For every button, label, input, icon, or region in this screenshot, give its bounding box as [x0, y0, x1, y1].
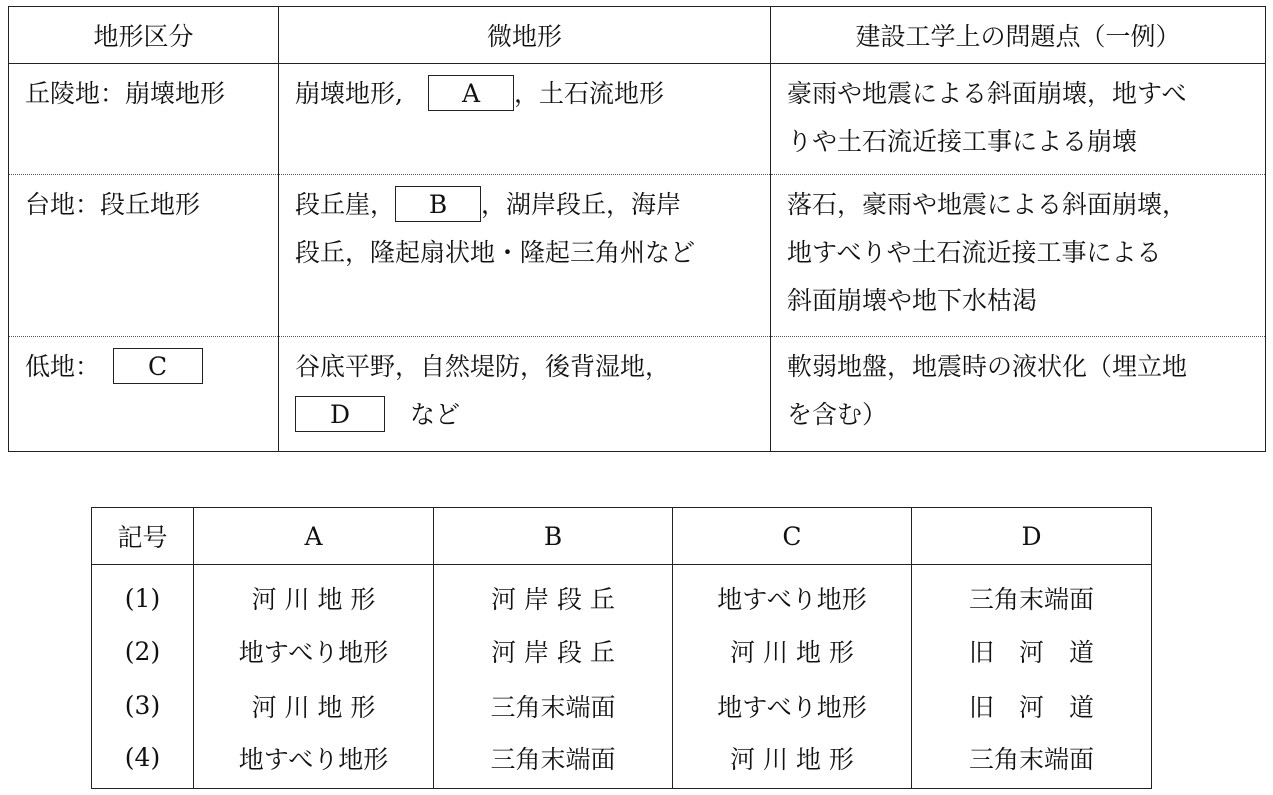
- choice-d: 三角末端面: [912, 565, 1152, 624]
- table1-row-lowland: [9, 337, 1266, 452]
- header-symbol: 記号: [92, 508, 194, 565]
- lowland-problem: [771, 337, 1265, 439]
- choice-row-1: [92, 565, 1152, 624]
- blank-d: D: [295, 396, 385, 432]
- header-terrain-category: 地形区分: [9, 7, 279, 64]
- lowland-micro-line1: 谷底平野，自然堤防，後背湿地，: [295, 352, 671, 381]
- blank-a: A: [428, 75, 514, 111]
- hill-micro-cell: [279, 64, 771, 175]
- choice-d: 旧 河 道: [912, 624, 1152, 679]
- header-construction-problems: 建設工学上の問題点（一例）: [771, 7, 1266, 64]
- lowland-micro-post: など: [410, 400, 461, 429]
- table1-header-row: [9, 7, 1266, 64]
- choice-number: (3): [92, 679, 194, 734]
- plateau-micro-pre: 段丘崖，: [295, 190, 396, 219]
- lowland-category-pre: 低地：: [25, 352, 88, 381]
- hill-problem: [771, 64, 1265, 166]
- choice-b: 三角末端面: [434, 679, 673, 734]
- choice-c: 河 川 地 形: [673, 624, 912, 679]
- header-a: A: [194, 508, 434, 565]
- choice-row-4: [92, 733, 1152, 788]
- choice-c: 地すべり地形: [673, 679, 912, 734]
- header-micro-terrain: 微地形: [279, 7, 771, 64]
- lowland-problem-line2: を含む）: [787, 400, 888, 429]
- choice-row-2: [92, 624, 1152, 679]
- plateau-problem-line3: 斜面崩壊や地下水枯渇: [787, 286, 1038, 315]
- plateau-category-cell: [9, 175, 279, 337]
- choice-number: (2): [92, 624, 194, 679]
- terrain-problem-table: [8, 6, 1266, 452]
- lowland-category-cell: [9, 337, 279, 452]
- plateau-micro-cell: [279, 175, 771, 337]
- choice-c: 地すべり地形: [673, 565, 912, 624]
- answer-choices-table: [91, 507, 1152, 789]
- hill-problem-line1: 豪雨や地震による斜面崩壊，地すべ: [787, 79, 1187, 108]
- plateau-micro-terrain: [279, 175, 770, 277]
- choice-b: 河 岸 段 丘: [434, 624, 673, 679]
- lowland-category: [9, 337, 278, 391]
- plateau-problem: [771, 175, 1265, 325]
- hill-problem-line2: りや土石流近接工事による崩壊: [787, 127, 1138, 156]
- choice-a: 河 川 地 形: [194, 679, 434, 734]
- table1-row-hill: [9, 64, 1266, 175]
- plateau-category: 台地：段丘地形: [25, 190, 201, 219]
- choice-b: 河 岸 段 丘: [434, 565, 673, 624]
- hill-category-cell: [9, 64, 279, 175]
- choice-b: 三角末端面: [434, 733, 673, 788]
- choice-d: 三角末端面: [912, 733, 1152, 788]
- plateau-problem-line1: 落石，豪雨や地震による斜面崩壊，: [787, 190, 1188, 219]
- hill-category: 丘陵地：崩壊地形: [25, 79, 226, 108]
- lowland-problem-line1: 軟弱地盤，地震時の液状化（埋立地: [787, 352, 1188, 381]
- choice-a: 河 川 地 形: [194, 565, 434, 624]
- hill-micro-post: ，土石流地形: [513, 79, 664, 108]
- hill-problem-cell: [771, 64, 1266, 175]
- lowland-micro-terrain: [279, 337, 770, 439]
- blank-b: B: [395, 186, 481, 222]
- choice-number: (4): [92, 733, 194, 788]
- hill-micro-terrain: [279, 64, 770, 118]
- table1-row-plateau: [9, 175, 1266, 337]
- lowland-micro-line2: [295, 391, 758, 439]
- choice-number: (1): [92, 565, 194, 624]
- blank-c: C: [113, 348, 203, 384]
- lowland-problem-cell: [771, 337, 1266, 452]
- header-c: C: [673, 508, 912, 565]
- plateau-micro-post: ，湖岸段丘，海岸: [481, 190, 682, 219]
- table2-header-row: [92, 508, 1152, 565]
- choice-d: 旧 河 道: [912, 679, 1152, 734]
- choice-c: 河 川 地 形: [673, 733, 912, 788]
- choice-row-3: [92, 679, 1152, 734]
- choice-a: 地すべり地形: [194, 733, 434, 788]
- plateau-problem-line2: 地すべりや土石流近接工事による: [787, 238, 1162, 267]
- hill-micro-pre: 崩壊地形,: [295, 79, 403, 108]
- header-d: D: [912, 508, 1152, 565]
- header-b: B: [434, 508, 673, 565]
- choice-a: 地すべり地形: [194, 624, 434, 679]
- plateau-micro-line1: [295, 181, 758, 229]
- lowland-micro-cell: [279, 337, 771, 452]
- plateau-micro-line2: 段丘，隆起扇状地・隆起三角州など: [295, 238, 696, 267]
- plateau-problem-cell: [771, 175, 1266, 337]
